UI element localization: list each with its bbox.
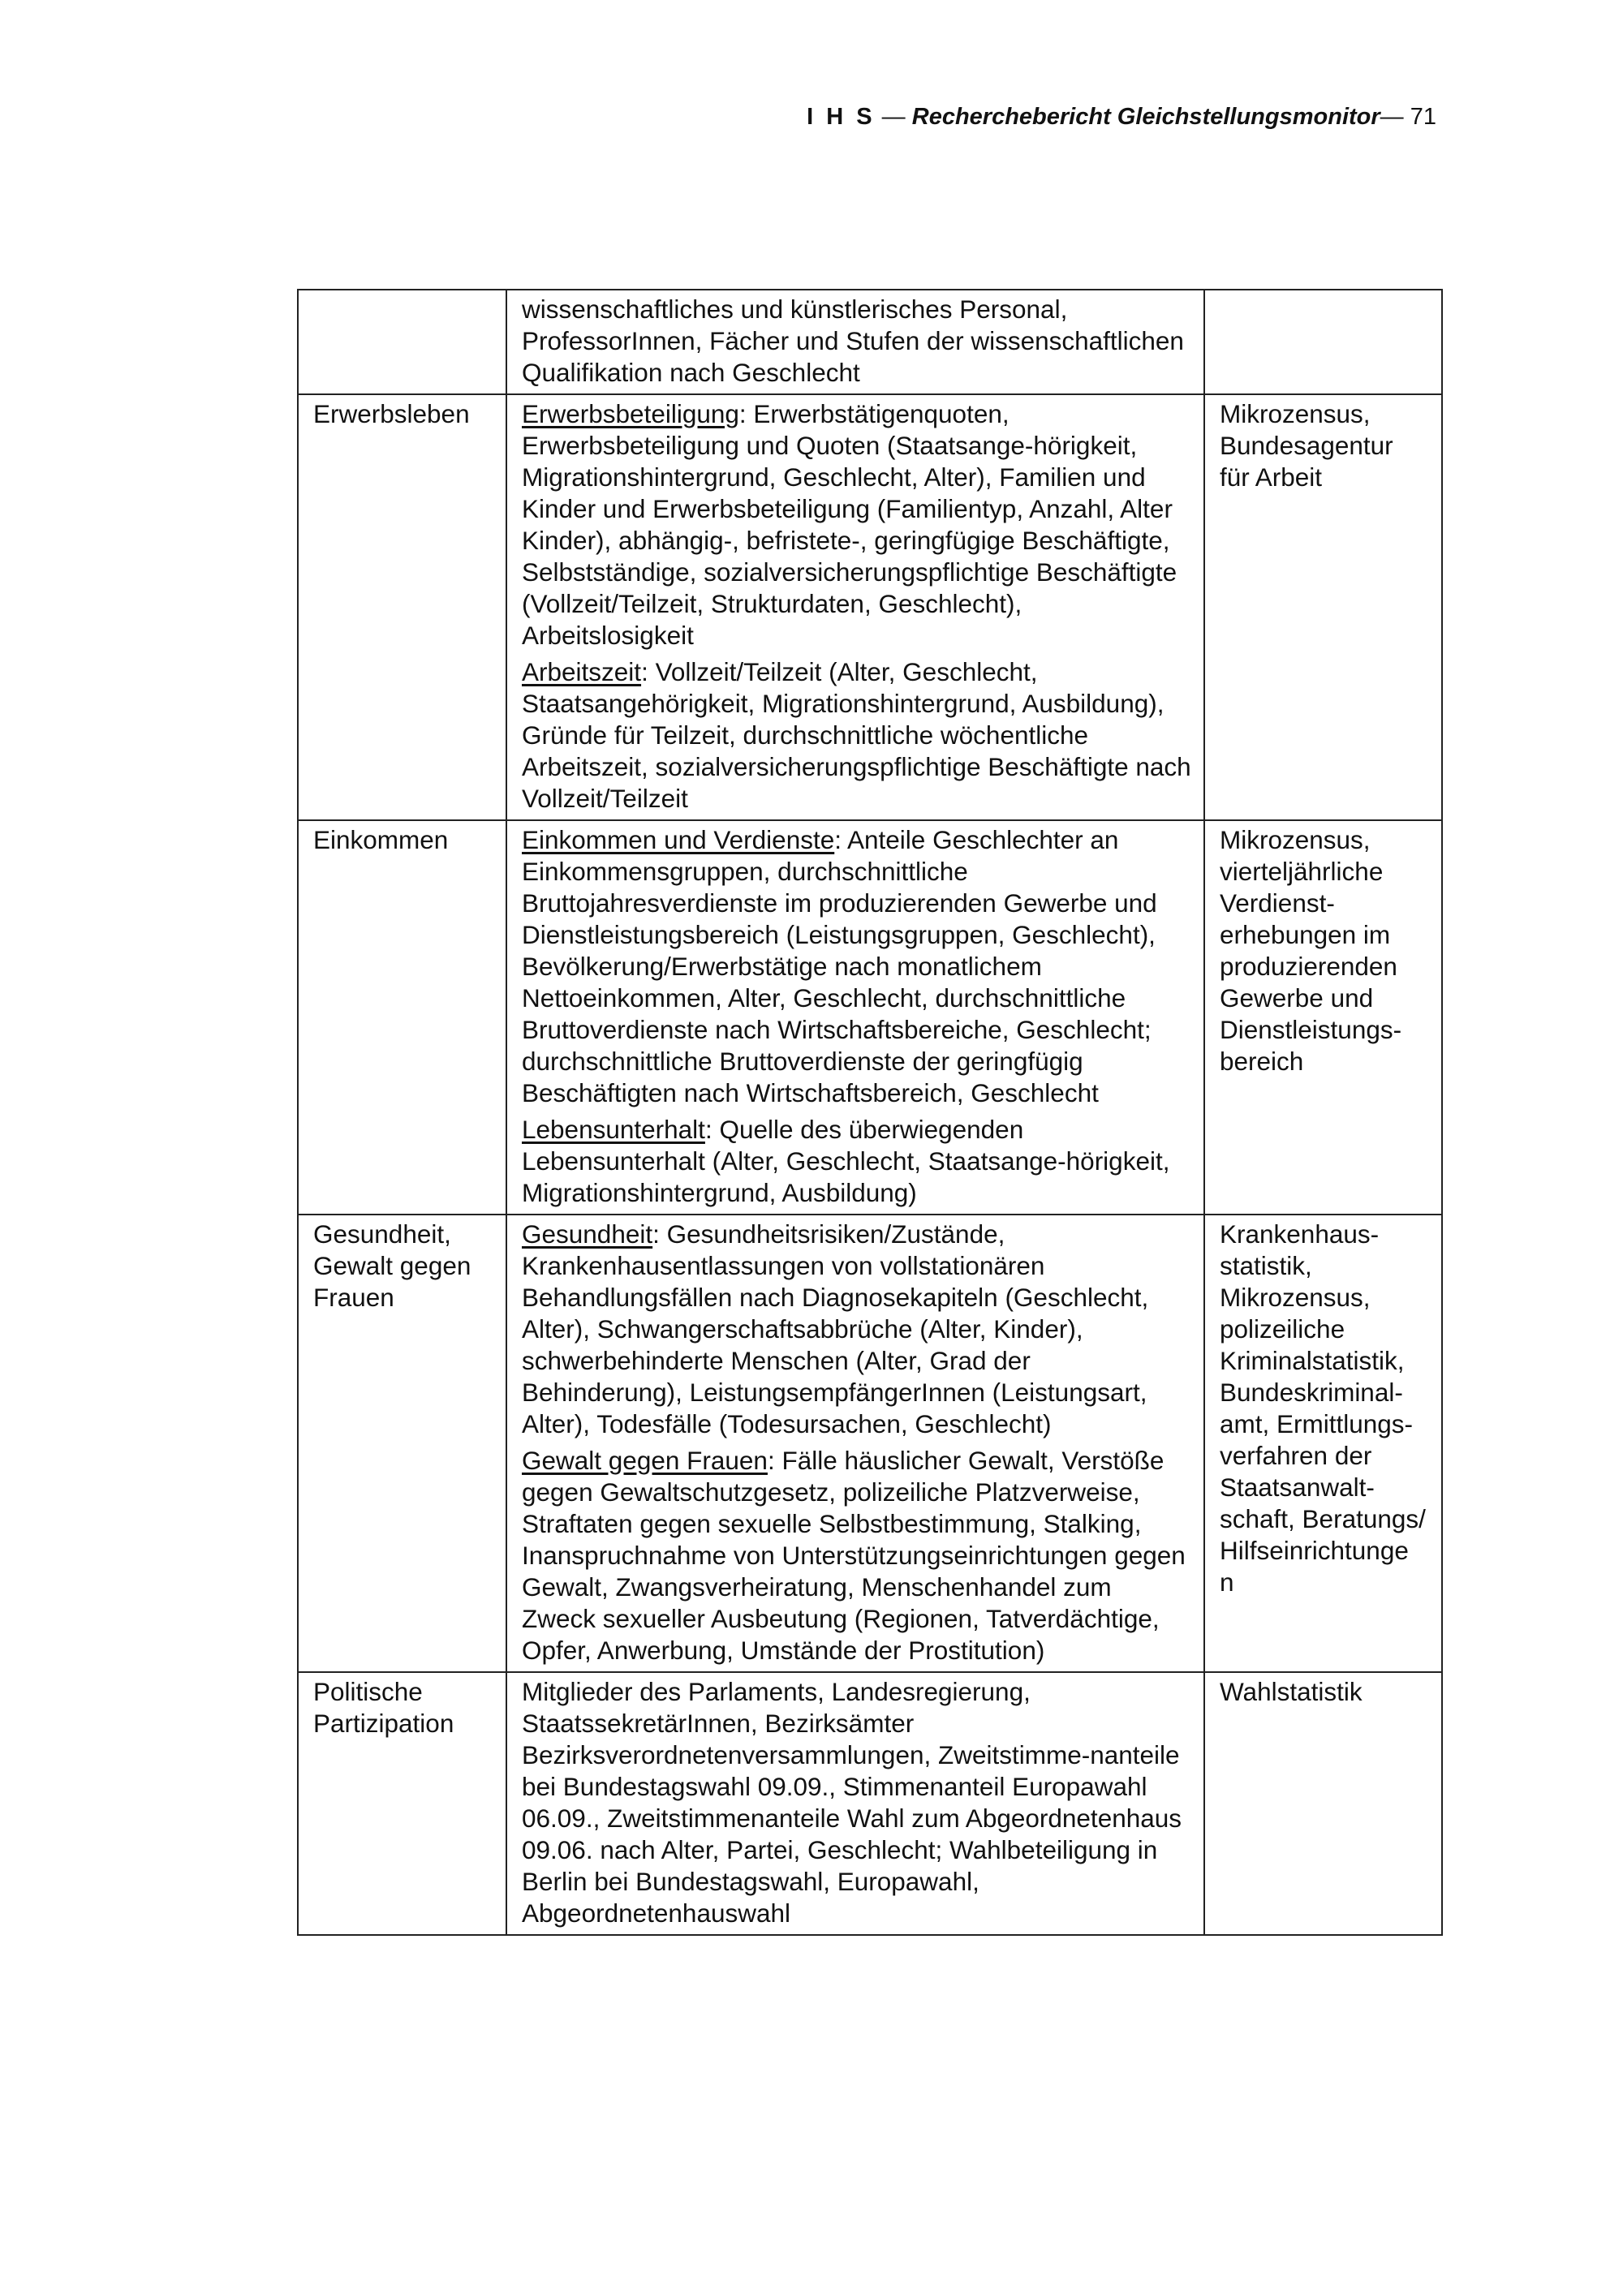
content-text: Mitglieder des Parlaments, Landesregierung, StaatssekretärInnen, Bezirksämter Bezirksverordnetenversammlungen, Zweitstimme-nanteile bei Bundestagswahl 09.09., Stimmenanteil Europawahl 06.09., Zweitstimmenanteile Wahl zum Abgeordnetenhaus 09.06. nach Alter, Partei, Geschlecht; Wahlbeteiligung in Berlin bei Bundestagswahl, Europawahl, Abgeordnetenhauswahl	[522, 1677, 1182, 1928]
content-paragraph	[522, 294, 1192, 389]
content-cell	[506, 1672, 1204, 1935]
header-title: Recherchebericht Gleichstellungsmonitor	[911, 104, 1380, 130]
header-separator: —	[875, 104, 912, 130]
term-label: Erwerbsbeteiligung	[522, 399, 739, 428]
term-label: Gewalt gegen Frauen	[522, 1446, 768, 1475]
page-number: 71	[1410, 104, 1436, 130]
term-label: Lebensunterhalt	[522, 1115, 705, 1144]
source-label: Wahlstatistik	[1220, 1677, 1363, 1706]
content-text: : Erwerbstätigenquoten, Erwerbsbeteiligung und Quoten (Staatsange-hörigkeit, Migrationshintergrund, Geschlecht, Alter), Familien und Kinder und Erwerbsbeteiligung (Familientyp, Anzahl, Alter Kinder), abhängig-, befristete-, geringfügige Beschäftigte, Selbstständige, sozialversicherungspflichtige Beschäftigte (Vollzeit/Teilzeit, Strukturdaten, Geschlecht), Arbeitslosigkeit	[522, 399, 1177, 650]
topic-label: Gesundheit, Gewalt gegen Frauen	[313, 1219, 471, 1312]
topic-cell	[298, 820, 506, 1215]
data-sources-table	[297, 289, 1443, 1936]
content-paragraph	[522, 824, 1192, 1109]
topic-label: Erwerbsleben	[313, 399, 470, 428]
source-cell	[1204, 290, 1442, 394]
table-row	[298, 1215, 1442, 1672]
source-label: Mikrozensus, Bundesagentur für Arbeit	[1220, 399, 1393, 492]
content-text: : Quelle des überwiegenden Lebensunterhalt (Alter, Geschlecht, Staatsange-hörigkeit, Migrationshintergrund, Ausbildung)	[522, 1115, 1170, 1207]
content-paragraph	[522, 398, 1192, 651]
term-label: Gesundheit	[522, 1219, 653, 1249]
content-text: : Anteile Geschlechter an Einkommensgruppen, durchschnittliche Bruttojahresverdienste im produzierenden Gewerbe und Dienstleistungsbereich (Leistungsgruppen, Geschlecht), Bevölkerung/Erwerbstätige nach monatlichem Nettoeinkommen, Alter, Geschlecht, durchschnittliche Bruttoverdienste nach Wirtschaftsbereiche, Geschlecht; durchschnittliche Bruttoverdienste der geringfügig Beschäftigten nach Wirtschaftsbereich, Geschlecht	[522, 825, 1157, 1107]
source-label: Mikrozensus, vierteljährliche Verdienst-erhebungen im produzierenden Gewerbe und Dienstleistungs-bereich	[1220, 825, 1402, 1076]
topic-label: Einkommen	[313, 825, 449, 854]
term-label: Arbeitszeit	[522, 657, 642, 686]
topic-cell	[298, 394, 506, 820]
source-cell	[1204, 1215, 1442, 1672]
content-text: : Gesundheitsrisiken/Zustände, Krankenhausentlassungen von vollstationären Behandlungsfällen nach Diagnosekapiteln (Geschlecht, Alter), Schwangerschaftsabbrüche (Alter, Kinder), schwerbehinderte Menschen (Alter, Grad der Behinderung), LeistungsempfängerInnen (Leistungsart, Alter), Todesfälle (Todesursachen, Geschlecht)	[522, 1219, 1149, 1438]
topic-cell	[298, 290, 506, 394]
header-separator-2: —	[1380, 104, 1410, 130]
content-cell	[506, 820, 1204, 1215]
term-label: Einkommen und Verdienste	[522, 825, 835, 854]
source-cell	[1204, 394, 1442, 820]
content-text: : Fälle häuslicher Gewalt, Verstöße gegen Gewaltschutzgesetz, polizeiliche Platzverweise, Straftaten gegen sexuelle Selbstbestimmung, Stalking, Inanspruchnahme von Unterstützungseinrichtungen gegen Gewalt, Zwangsverheiratung, Menschenhandel zum Zweck sexueller Ausbeutung (Regionen, Tatverdächtige, Opfer, Anwerbung, Umstände der Prostitution)	[522, 1446, 1186, 1665]
table-row	[298, 820, 1442, 1215]
content-cell	[506, 1215, 1204, 1672]
content-text: : Vollzeit/Teilzeit (Alter, Geschlecht, Staatsangehörigkeit, Migrationshintergrund, Ausbildung), Gründe für Teilzeit, durchschnittliche wöchentliche Arbeitszeit, sozialversicherungspflichtige Beschäftigte nach Vollzeit/Teilzeit	[522, 657, 1191, 813]
source-label: Krankenhaus-statistik, Mikrozensus, polizeiliche Kriminalstatistik, Bundeskriminal-amt, Ermittlungs-verfahren der Staatsanwalt-schaft, Beratungs/ Hilfseinrichtunge n	[1220, 1219, 1426, 1597]
content-paragraph	[522, 1445, 1192, 1666]
source-cell	[1204, 1672, 1442, 1935]
content-paragraph	[522, 656, 1192, 815]
content-cell	[506, 290, 1204, 394]
content-text: wissenschaftliches und künstlerisches Personal, ProfessorInnen, Fächer und Stufen der wissenschaftlichen Qualifikation nach Geschlecht	[522, 295, 1184, 387]
content-paragraph	[522, 1114, 1192, 1209]
table-row	[298, 1672, 1442, 1935]
topic-cell	[298, 1672, 506, 1935]
content-paragraph	[522, 1676, 1192, 1929]
topic-cell	[298, 1215, 506, 1672]
topic-label: Politische Partizipation	[313, 1677, 454, 1738]
content-paragraph	[522, 1219, 1192, 1440]
table-row	[298, 394, 1442, 820]
header-org: I H S	[807, 104, 876, 130]
content-cell	[506, 394, 1204, 820]
source-cell	[1204, 820, 1442, 1215]
table-row	[298, 290, 1442, 394]
page-header	[807, 101, 1436, 133]
